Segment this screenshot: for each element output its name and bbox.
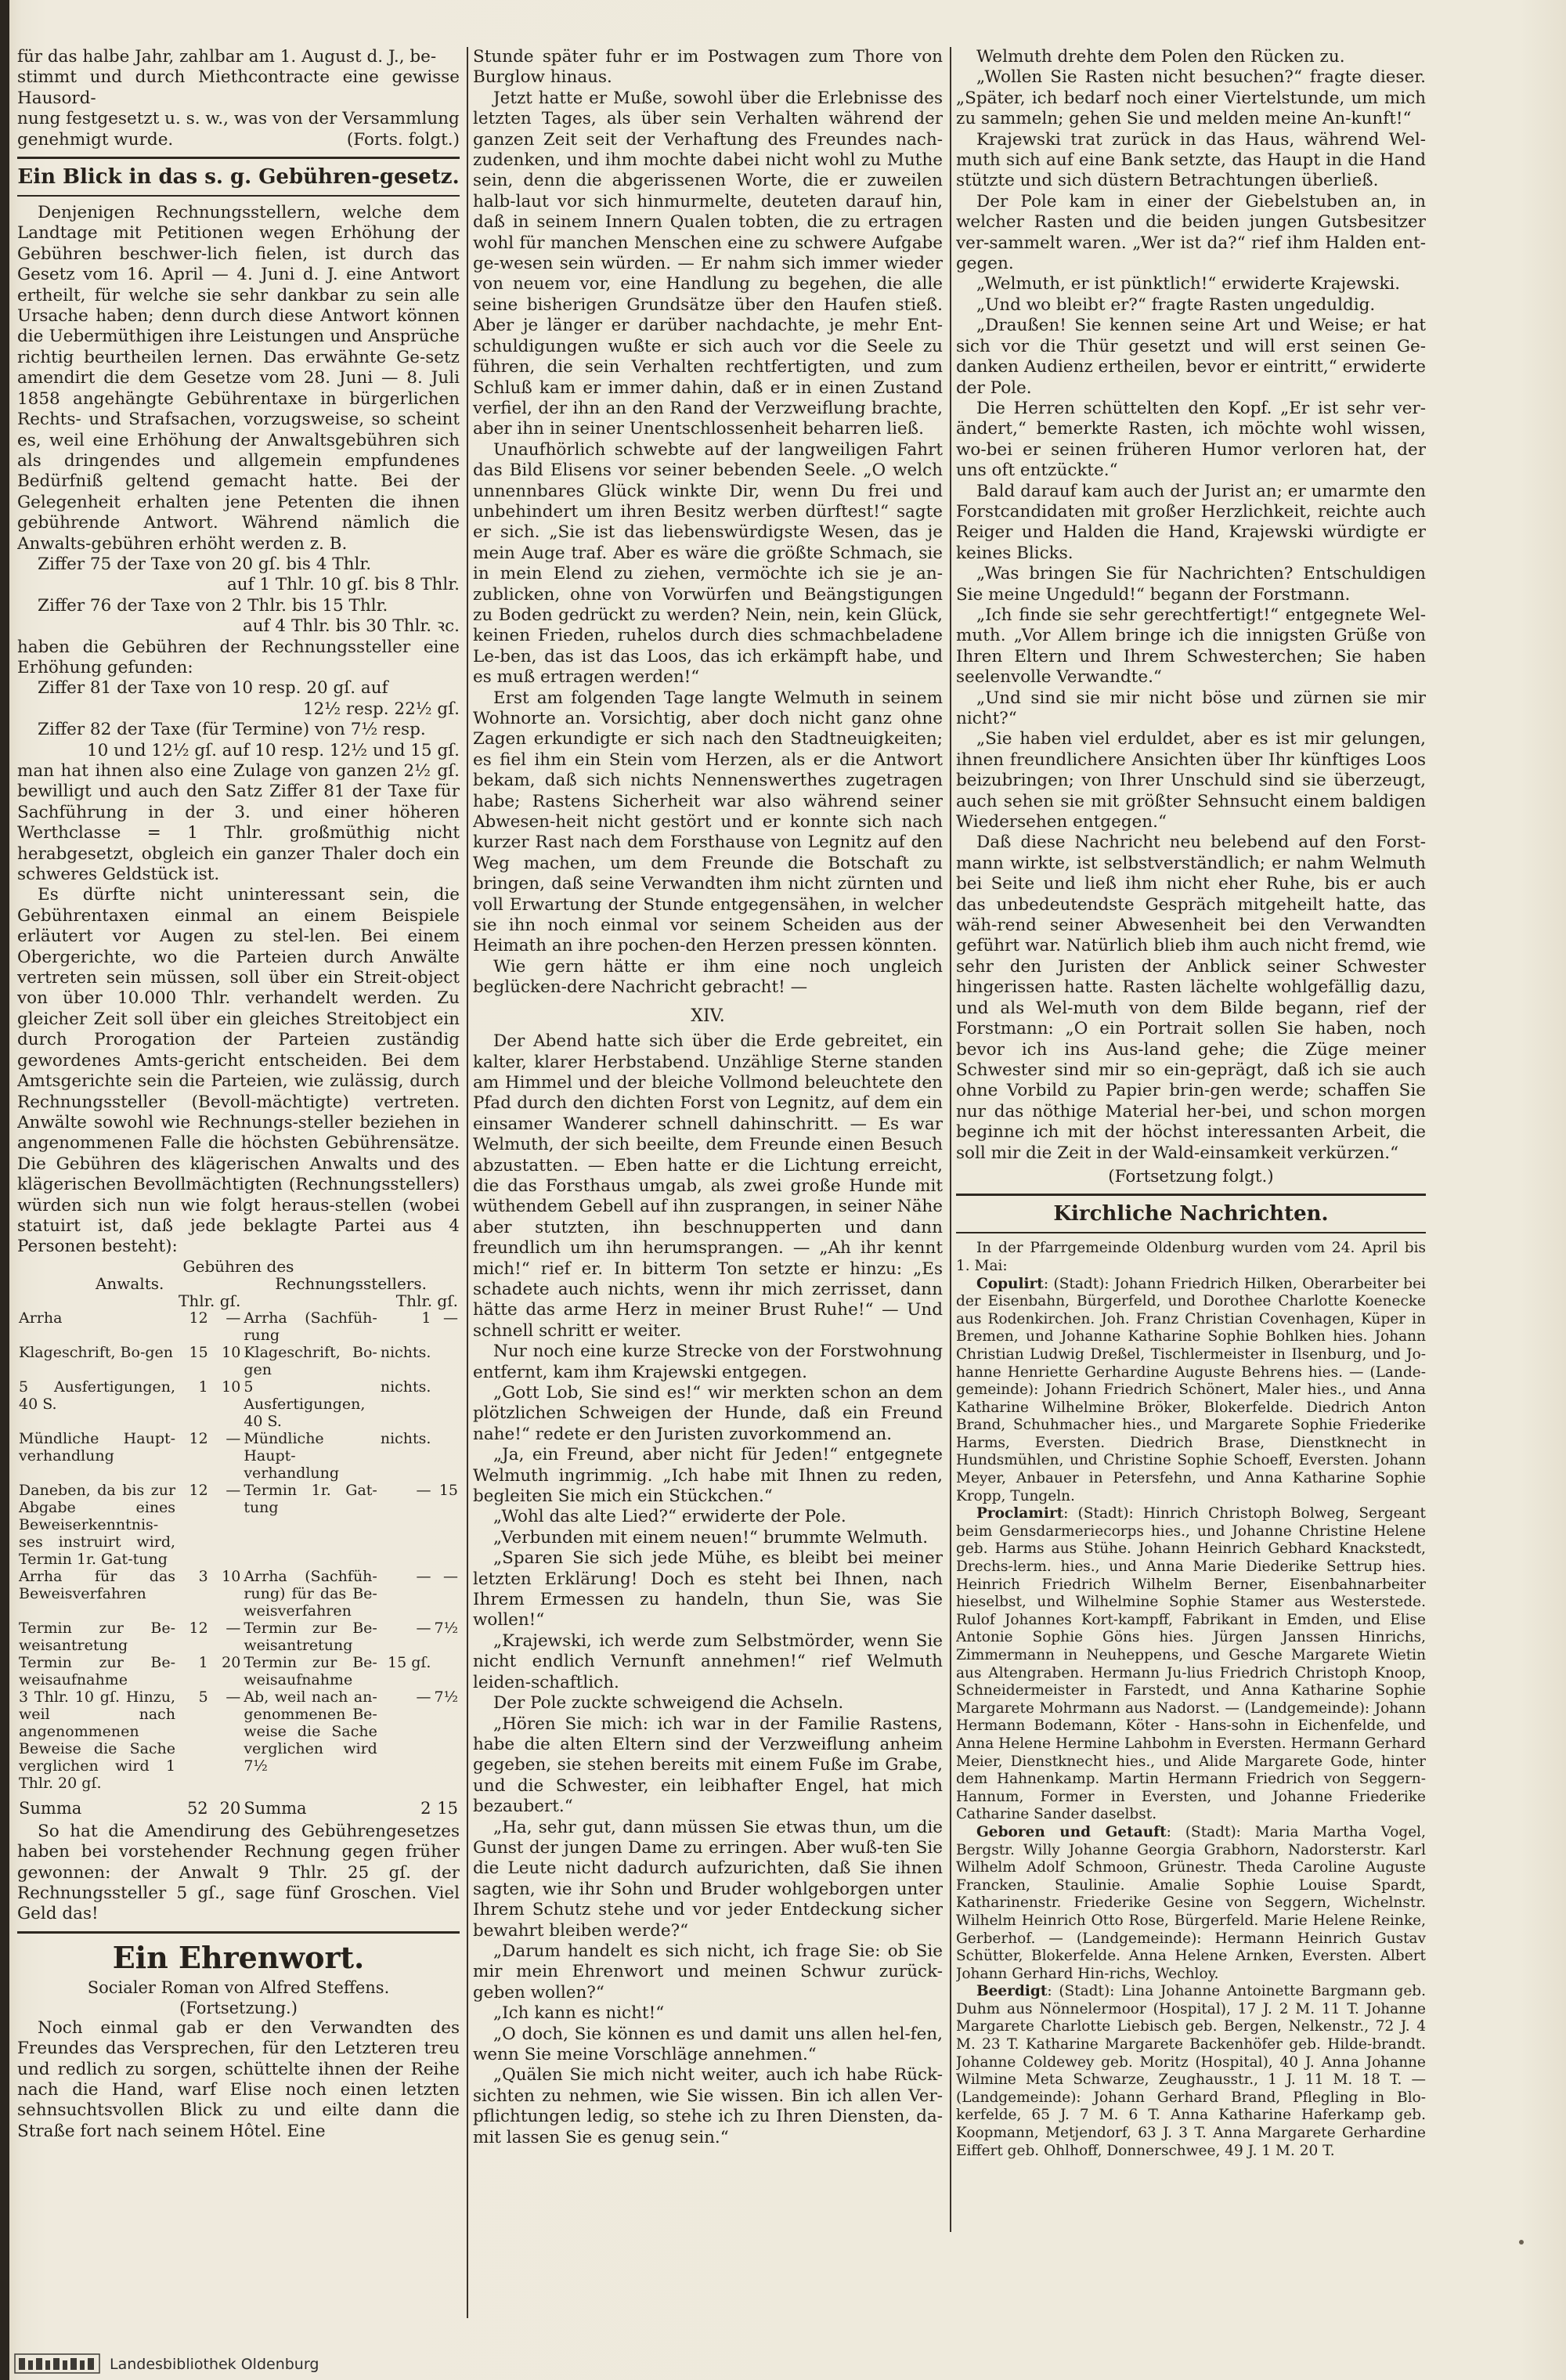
novel-paragraph: Jetzt hatte er Muße, sowohl über die Erlebnisse des letzten Tages, als über sein Verhalten während der ganzen Zeit seit der Verhaftung des Freundes nach-zudenken, und ihm mochte dabei nicht wohl zu Muthe sein, denn die abgerissenen Worte, die er zuweilen halb-laut vor sich hinmurmelte, deuteten darauf hin, daß in seinem Innern Qualen tobten, die zu ertragen wohl für manchen Menschen eine zu schwere Aufgabe ge-wesen sein würden. — Er nahm sich immer wieder von neuem vor, eine Handlung zu begehen, die alle seine bisherigen Grundsätze über den Haufen stieß. Aber je länger er darüber nachdachte, je mehr Ent-schuldigungen wußte er sich auch vor die Seele zu führen, die sein Verhalten rechtfertigten, und zum Schluß kam er immer dahin, daß er in einen Zustand verfiel, der ihn an den Rand der Verzweiflung brachte, aber ihn in seiner Unentschlossenheit beharren ließ.: [473, 88, 943, 439]
fees-left-item: 5 Ausfertigungen, 40 S.: [19, 1378, 176, 1413]
fees-left-thlr: 12: [189, 1481, 208, 1499]
copulirt-text: (Stadt): Johann Friedrich Hilken, Oberarbeiter bei der Eisenbahn, Bürgerfeld, und Dorothee Charlotte Koenecke aus Rodenkirchen. Joh. Franz Christian Covenhagen, Küper in Bremen, und Johanne Katharine Sophie Bohlken hies. Johann Christian Ludwig Dreßel, Tischlermeister in Ilsenburg, und Jo-hanne Henriette Gerhardine Auguste Behrens hies. — (Lande-gemeinde): Johann Friedrich Schönert, Maler hies., und Anna Katharine Wilhelmine Bröker, Blokerfelde. Diedrich Anton Brand, Schuhmacher hies., und Margarete Sophie Friederike Harms, Eversten. Diedrich Brase, Dienstknecht in Hundsmühlen, und Christine Sophie Schoeff, Eversten. Johann Meyer, Anbauer in Petersfehn, und Anna Katharine Sophie Kropp, Tungeln.: [956, 1275, 1426, 1504]
article-heading: Ein Blick in das s. g. Gebühren-gesetz.: [17, 165, 460, 190]
novel-paragraph: „Sie haben viel erduldet, aber es ist mir gelungen, ihnen freundlichere Ansichten über Ihr künftiges Loos beizubringen; von Ihrer Unschuld sind sie überzeugt, auch sehen sie mit größter Sehnsucht einem baldigen Wiedersehen entgegen.“: [956, 729, 1426, 832]
column-rule: [467, 47, 468, 2318]
fees-caption-row: [17, 1258, 460, 1275]
fees-sum-right-thlr: 2: [420, 1798, 431, 1818]
fees-right-gs: 7½: [434, 1619, 458, 1637]
fees-right-gs: —: [443, 1309, 458, 1327]
fees-row: [17, 1344, 460, 1378]
fees-left-item: 3 Thlr. 10 gſ. Hinzu, weil nach angenommenen Beweise die Sache verglichen wird 1 Thlr. 20 gſ.: [19, 1688, 176, 1792]
novel-paragraph: Unaufhörlich schwebte auf der langweiligen Fahrt das Bild Elisens vor seiner bebenden Seele. „O welch unnennbares Glück winkte Dir, wenn Du frei und unbehindert um ihren Besitz werben dürftest!“ sagte er sich. „Sie ist das liebenswürdigste Wesen, das je mein Auge traf. Aber es wäre die größte Schmach, sie in mein Elend zu ziehen, vermöchte ich sie je an-zublicken, ohne von Vorwürfen und Beängstigungen zu Boden gedrückt zu werden? Nein, nein, kein Glück, keinen Frieden, ruhelos durch dies schmachbeladene Le-ben, das ist das Loos, das ich erkämpft habe, und es muß ertragen werden!“: [473, 439, 943, 688]
fees-right-thlr: —: [416, 1619, 431, 1637]
novel-paragraph: „Draußen! Sie kennen seine Art und Weise; er hat sich vor die Thür gesetzt und will erst seinen Ge-danken Audienz ertheilen, bevor er eintritt,“ erwiderte der Pole.: [956, 316, 1426, 398]
binding-gutter: [0, 0, 9, 2380]
fees-table: [17, 1258, 460, 1817]
column-middle: [473, 47, 943, 2232]
novel-paragraph: „Wohl das alte Lied?“ erwiderte der Pole.: [493, 1507, 846, 1527]
section-rule: [17, 157, 460, 159]
fees-header-right: Rechnungsstellers.: [275, 1273, 427, 1293]
article-paragraph: So hat die Amendirung des Gebührengesetzes haben bei vorstehender Rechnung gegen früher gewonnen: der Anwalt 9 Thlr. 25 gſ. der Rechnungssteller 5 gſ., sage fünf Groschen. Viel Geld das!: [17, 1821, 460, 1924]
fees-sum-label-right: Summa: [244, 1798, 307, 1818]
novel-paragraph: „Sparen Sie sich jede Mühe, es bleibt bei meiner letzten Erklärung! Doch es steht bei Ihnen, nach Ihrem Ermessen zu handeln, thun Sie, was Sie wollen!“: [473, 1548, 943, 1631]
novel-paragraph: Welmuth drehte dem Polen den Rücken zu.: [976, 47, 1345, 67]
fees-left-gs: —: [226, 1688, 241, 1706]
novel-title: Ein Ehrenwort.: [112, 1939, 365, 1975]
section-rule: [17, 1931, 460, 1934]
tax-line: Ziffer 82 der Taxe (für Termine) von 7½ resp.: [38, 720, 426, 740]
novel-paragraph: Noch einmal gab er den Verwandten des Freundes das Versprechen, für den Letzteren treu und redlich zu sorgen, schüttelte ihnen der Reihe nach die Hand, warf Elise noch einen letzten sehnsuchtsvollen Blick zu und eilte dann die Straße fort nach seinem Hôtel. Eine: [17, 2017, 460, 2141]
continued-article: [17, 47, 460, 150]
fees-left-gs: 10: [222, 1378, 241, 1396]
fees-right-thlr: nichts.: [380, 1429, 431, 1447]
fees-right-item: Klageschrift, Bo-gen: [244, 1343, 377, 1378]
library-logo-icon: [14, 2353, 100, 2374]
novel-paragraph: „Ja, ein Freund, aber nicht für Jeden!“ entgegnete Welmuth ingrimmig. „Ich habe mit Ihnen zu reden, begleiten Sie mich ein Stückchen.“: [473, 1445, 943, 1507]
column-left: [17, 47, 460, 2380]
church-intro: In der Pfarrgemeinde Oldenburg wurden vom 24. April bis 1. Mai:: [956, 1240, 1426, 1274]
fees-left-thlr: 12: [189, 1619, 208, 1637]
novel-paragraph: Bald darauf kam auch der Jurist an; er umarmte den Forstcandidaten mit großer Herzlichkeit, reichte auch Reiger und Halden die Hand, Krajewski würdigte er keines Blicks.: [956, 481, 1426, 563]
fees-right-gs: 7½: [434, 1688, 458, 1706]
novel-paragraph: Der Pole kam in einer der Giebelstuben an, in welcher Rasten und die beiden jungen Gutsbesitzer ver-sammelt waren. „Wer ist da?“ rief ihm Halden ent-gegen.: [956, 191, 1426, 274]
novel-paragraph: Krajewski trat zurück in das Haus, während Wel-muth sich auf eine Bank setzte, das Haupt in die Hand stützte und sich düstern Betrachtungen überließ.: [956, 129, 1426, 191]
fees-left-thlr: 15: [189, 1343, 208, 1361]
chapter-number: XIV.: [691, 1006, 725, 1026]
novel-paragraph: „Gott Lob, Sie sind es!“ wir merkten schon an dem plötzlichen Schweigen der Hunde, daß ein Freund nahe!“ redete er den Juristen zuvorkommend an.: [473, 1383, 943, 1444]
fees-right-item: 5 Ausfertigungen, 40 S.: [244, 1378, 366, 1430]
church-beerdigt: Beerdigt: (Stadt): Lina Johanne Antoinette Bargmann geb. Duhm aus Nönnelermoor (Hospital), 17 J. 2 M. 11 T. Johanne Margarete Charlotte Liebisch geb. Bergen, Nelkenstr., 72 J. 4 M. 23 T. Katharine Margarete Backenhöfer geb. Hilde-brandt. Johanne Coldewey geb. Moritz (Hospital), 40 J. Anna Johanne Wilmine Meta Schwarze, Zeughausstr., 1 J. 11 M. 18 T. — (Landgemeinde): Johann Gerhard Brand, Pflegling in Blo-kerfelde, 65 J. 7 M. 6 T. Anna Katharine Haferkamp geb. Koopmann, Metjendorf, 63 J. 3 T. Anna Margarete Gerhardine Eiffert geb. Ohlhoff, Donnerschwee, 49 J. 1 M. 20 T.: [956, 1983, 1426, 2159]
novel-paragraph: „Ha, sehr gut, dann müssen Sie etwas thun, um die Gunst der jungen Dame zu erringen. Aber wuß-ten Sie die Leute nicht dadurch aufzurichten, daß Sie ihnen sagten, wie ihr Sohn und Bruder wohlgeborgen unter Ihrem Schutz stehe und vor jeder Entdeckung sicher bewahrt bleiben werde?“: [473, 1817, 943, 1941]
church-geboren: Geboren und Getauft: (Stadt): Maria Martha Vogel, Bergstr. Willy Johanne Georgia Grabhorn, Nadorsterstr. Karl Wilhelm Adolf Schmoon, Grünestr. Theda Caroline Auguste Francken, Staulinie. Amalie Sophie Louise Spardt, Katharinenstr. Friederike Gesine von Seggern, Wichelnstr. Wilhelm Heinrich Otto Rose, Bürgerfeld. Marie Helene Reinke, Gerberhof. — (Landgemeinde): Hermann Heinrich Gustav Schütter, Blokerfelde. Anna Helene Arnken, Eversten. Albert Johann Gerhard Hin-richs, Wechloy.: [956, 1823, 1426, 1982]
fees-sum-label: Summa: [19, 1798, 82, 1818]
fees-left-item: Daneben, da bis zur Abgabe eines Beweiserkenntnis-ses instruirt wird, Termin 1r. Gat-tung: [19, 1481, 176, 1568]
fees-row: [17, 1309, 460, 1344]
novel-paragraph: „O doch, Sie können es und damit uns allen hel-fen, wenn Sie meine Vorschläge annehmen.“: [473, 2024, 943, 2064]
novel-paragraph: Erst am folgenden Tage langte Welmuth in seinem Wohnorte an. Vorsichtig, aber doch nicht ganz ohne Zagen erkundigte er sich nach den Stadtneuigkeiten; es fiel ihm ein Stein vom Herzen, als er die Antwort bekam, daß sich nichts Nennenswerthes zugetragen habe; Rastens Sicherheit war also während seiner Abwesen-heit nicht gestört und er konnte sich nach kurzer Rast nach dem Forsthause von Legnitz auf den Weg machen, um dem Freunde die Botschaft zu bringen, daß seine Verwandten ihm nicht zürnten und voll Erwartung der Stunde entgegensähen, in welcher sie ihn noch einmal vor seinem Scheiden aus der Heimath an ihre pochen-den Herzen pressen könnten.: [473, 688, 943, 956]
article-paragraph: haben die Gebühren der Rechnungssteller eine Erhöhung gefunden:: [17, 637, 460, 677]
fees-right-thlr: 15 gſ.: [388, 1653, 431, 1671]
fees-left-gs: 10: [222, 1567, 241, 1585]
fees-left-thlr: 12: [189, 1429, 208, 1447]
novel-paragraph: Daß diese Nachricht neu belebend auf den Forst-mann wirkte, ist selbstverständlich; er nahm Welmuth bei Seite und ließ ihm nicht eher Ruhe, bis er auch das unbedeutendste Gespräch mitgeheilt hatte, das wäh-rend seiner Abwesenheit bei den Verwandten geführt war. Natürlich blieb ihm auch nicht fremd, wie sehr den Juristen der Anblick seiner Schwester hingerissen hatte. Rasten lächelte wohlgefällig dazu, und als Wel-muth von dem Bilde begann, rief der Forstmann: „O ein Portrait sollen Sie haben, noch bevor ich ins Aus-land gehe; die Züge meiner Schwester sind mir so ein-geprägt, daß ich sie auch ohne Vorbild zu Papier brin-gen werde; schaffen Sie nur das nöthige Material her-bei, und schon morgen beginne ich mit der höchst interessanten Arbeit, die soll mir die Zeit in der Wald-einsamkeit verkürzen.“: [956, 832, 1426, 1163]
fees-right-item: Termin zur Be-weisaufnahme: [244, 1653, 377, 1688]
fees-right-thlr: 1: [421, 1309, 431, 1327]
church-heading: Kirchliche Nachrichten.: [1053, 1202, 1329, 1226]
fees-left-item: Termin zur Be-weisantretung: [19, 1619, 176, 1654]
tax-line: 12½ resp. 22½ gſ.: [302, 699, 460, 719]
text-line: für das halbe Jahr, zahlbar am 1. August d. J., be-: [17, 47, 437, 67]
proclamirt-label: Proclamirt: [976, 1505, 1064, 1522]
fees-unit-row: [17, 1292, 460, 1309]
novel-paragraph: „Und sind sie mir nicht böse und zürnen sie mir nicht?“: [956, 688, 1426, 728]
novel-paragraph: „Verbunden mit einem neuen!“ brummte Welmuth.: [493, 1527, 929, 1548]
fees-header-row: [17, 1275, 460, 1292]
fees-left-item: Termin zur Be-weisaufnahme: [19, 1653, 176, 1688]
fees-right-gs: [432, 1654, 460, 1688]
fees-left-thlr: 1: [198, 1378, 208, 1396]
church-copulirt: Copulirt: (Stadt): Johann Friedrich Hilken, Oberarbeiter bei der Eisenbahn, Bürgerfeld, und Dorothee Charlotte Koenecke aus Rodenkirchen. Joh. Franz Christian Covenhagen, Küper in Bremen, und Johanne Katharine Sophie Bohlken hies. Johann Christian Ludwig Dreßel, Tischlermeister in Ilsenburg, und Jo-hanne Henriette Gerhardine Auguste Behrens hies. — (Lande-gemeinde): Johann Friedrich Schönert, Maler hies., und Anna Katharine Wilhelmine Bröker, Blokerfelde. Diedrich Anton Brand, Schuhmacher hies., und Margarete Sophie Friederike Harms, Eversten. Diedrich Brase, Dienstknecht in Hundsmühlen, und Christine Sophie Schoeff, Eversten. Johann Meyer, Anbauer in Petersfehn, und Anna Katharine Sophie Kropp, Tungeln.: [956, 1275, 1426, 1504]
fees-row: [17, 1688, 460, 1792]
novel-paragraph: „Und wo bleibt er?“ fragte Rasten ungeduldig.: [976, 294, 1376, 315]
fees-unit-left: Thlr. gſ.: [179, 1291, 241, 1310]
fees-left-gs: —: [226, 1619, 241, 1637]
fees-row: [17, 1482, 460, 1568]
fees-right-item: Arrha (Sachfüh-rung: [244, 1309, 377, 1344]
novel-paragraph: „Darum handelt es sich nicht, ich frage Sie: ob Sie mir mein Ehrenwort und meinen Schwur zurück-geben wollen?“: [473, 1941, 943, 2003]
beerdigt-label: Beerdigt: [976, 1983, 1048, 2000]
novel-subtitle: Socialer Roman von Alfred Steffens.: [87, 1977, 390, 1997]
column-rule: [950, 47, 951, 2232]
fees-left-item: Arrha: [19, 1309, 63, 1327]
text-line: nung festgesetzt u. s. w., was von der Versammlung: [17, 109, 460, 129]
fees-left-gs: —: [226, 1481, 241, 1499]
fees-right-gs: —: [443, 1567, 458, 1585]
fees-right-gs: 15: [438, 1481, 458, 1499]
fees-right-thlr: nichts.: [380, 1378, 431, 1396]
tax-line: auf 1 Thlr. 10 gſ. bis 8 Thlr.: [226, 575, 460, 595]
fees-right-thlr: nichts.: [380, 1343, 431, 1361]
heading-rule: [956, 1232, 1426, 1233]
fees-sum-right-gs: 15: [437, 1798, 458, 1818]
novel-continuation: (Fortsetzung.): [179, 1998, 298, 2017]
novel-paragraph: Der Pole zuckte schweigend die Achseln.: [493, 1693, 844, 1714]
fees-left-gs: 20: [222, 1653, 241, 1671]
fees-left-item: Klageschrift, Bo-gen: [19, 1343, 174, 1361]
fees-right-item: Ab, weil nach an-genommenen Be-weise die Sache verglichen wird 7½: [244, 1688, 377, 1775]
fees-right-gs: [432, 1430, 460, 1482]
continued-note: (Fortsetzung folgt.): [1108, 1166, 1274, 1186]
section-rule: [956, 1194, 1426, 1196]
fees-right-thlr: —: [416, 1481, 431, 1499]
fees-right-item: Mündliche Haupt-verhandlung: [244, 1429, 340, 1482]
fees-sum-row: [17, 1792, 460, 1817]
novel-paragraph: „Ich kann es nicht!“: [493, 2003, 665, 2024]
article-paragraph: Es dürfte nicht uninteressant sein, die Gebührentaxen einmal an einem Beispiele erläutert vor Augen zu stel-len. Bei einem Obergerichte, wo die Parteien durch Anwälte vertreten sein müssen, soll über ein Streit-object von über 10.000 Thlr. verhandelt werden. Zu gleicher Zeit soll über ein gleiches Streitobject ein durch Prorogation der Parteien zuständig gewordenes Amts-gericht entscheiden. Bei dem Amtsgerichte sein die Parteien, wie zulässig, durch Rechnungssteller (Bevoll-mächtigte) vertreten. Anwälte sowohl wie Rechnungs-steller beziehen in angenommenen Falle die höchsten Gebührensätze. Die Gebühren des klägerischen Anwalts und des klägerischen Bevollmächtigten (Rechnungsstellers) würden sich nun wie folgt heraus-stellen (wobei statuirt ist, daß jede beklagte Partei aus 4 Personen besteht):: [17, 885, 460, 1257]
fees-right-thlr: —: [416, 1567, 431, 1585]
article-paragraph: man hat ihnen also eine Zulage von ganzen 2½ gſ. bewilligt und auch den Satz Ziffer 81 der Taxe für Sachführung in der 3. und einer höheren Werthclasse = 1 Thlr. großmüthig nicht herabgesetzt, obgleich ein ganzer Thaler doch ein schweres Geldstück ist.: [17, 761, 460, 885]
continued-note: (Forts. folgt.): [346, 129, 460, 150]
fees-unit-spacer: [17, 1292, 177, 1309]
fees-left-gs: —: [226, 1309, 241, 1327]
library-name: Landesbibliothek Oldenburg: [110, 2356, 319, 2373]
print-mark: [1519, 2240, 1524, 2245]
fees-caption: Gebühren des: [182, 1256, 294, 1276]
text-line: stimmt und durch Miethcontracte eine gewisse Hausord-: [17, 67, 460, 108]
church-notices: [956, 1240, 1426, 2160]
novel-paragraph: „Ich finde sie sehr gerechtfertigt!“ entgegnete Wel-muth. „Vor Allem bringe ich die innigsten Grüße von Ihren Eltern und Ihrem Schwesterchen; Sie haben seelenvolle Verwandte.“: [956, 605, 1426, 688]
novel-paragraph: „Welmuth, er ist pünktlich!“ erwiderte Krajewski.: [976, 274, 1401, 294]
fees-left-thlr: 5: [198, 1688, 208, 1706]
tax-line: Ziffer 75 der Taxe von 20 gſ. bis 4 Thlr.: [38, 554, 372, 574]
fees-left-item: Mündliche Haupt-verhandlung: [19, 1429, 176, 1464]
novel-paragraph: „Was bringen Sie für Nachrichten? Entschuldigen Sie meine Ungeduld!“ begann der Forstmann.: [956, 564, 1426, 605]
novel-paragraph: Stunde später fuhr er im Postwagen zum Thore von Burglow hinaus.: [473, 47, 943, 88]
copulirt-label: Copulirt: [976, 1275, 1044, 1292]
novel-paragraph: „Wollen Sie Rasten nicht besuchen?“ fragte dieser. „Später, ich bedarf noch einer Viertelstunde, um mich zu sammeln; gehen Sie und melden meine An-kunft!“: [956, 67, 1426, 129]
fees-left-gs: —: [226, 1429, 241, 1447]
fees-left-thlr: 3: [198, 1567, 208, 1585]
fees-right-item: Arrha (Sachfüh-rung) für das Be-weisverfahren: [244, 1567, 377, 1620]
novel-paragraph: „Krajewski, ich werde zum Selbstmörder, wenn Sie nicht endlich Vernunft annehmen!“ rief Welmuth leiden-schaftlich.: [473, 1631, 943, 1692]
novel-paragraph: Nur noch eine kurze Strecke von der Forstwohnung entfernt, kam ihm Krajewski entgegen.: [473, 1342, 943, 1382]
novel-paragraph: Der Abend hatte sich über die Erde gebreitet, ein kalter, klarer Herbstabend. Unzählige Sterne standen am Himmel und der bleiche Vollmond beleuchtete den Pfad durch den dichten Forst von Legnitz, auf dem ein einsamer Wanderer schnell dahinschritt. — Es war Welmuth, der sich beeilte, dem Freunde einen Besuch abzustatten. — Eben hatte er die Lichtung erreicht, die das Forsthaus umgab, als zwei große Hunde mit wüthendem Gebell auf ihn zusprangen, in seiner Nähe aber stutzten, ihn beschnupperten und dann freundlich um ihn herumsprangen. — „Ah ihr kennt mich!“ rief er. In bitterm Ton setzte er hinzu: „Es schadete auch nichts, wenn ihr mich zerrisset, dann hätte das arme Herz in meiner Brust Ruhe!“ — Und schnell schritt er weiter.: [473, 1031, 943, 1341]
fees-sum-left-thlr: 52: [186, 1798, 208, 1818]
geboren-label: Geboren und Getauft: [976, 1823, 1167, 1840]
fees-row: [17, 1620, 460, 1654]
fees-unit-spacer: [242, 1292, 379, 1309]
fees-left-thlr: 1: [198, 1653, 208, 1671]
fees-header-left: Anwalts.: [95, 1273, 164, 1293]
column-right: [956, 47, 1426, 2232]
fees-rows: [17, 1309, 460, 1792]
fees-right-gs: [432, 1378, 460, 1430]
heading-rule: [17, 195, 460, 197]
fees-right-gs: [432, 1344, 460, 1378]
tax-line: Ziffer 81 der Taxe von 10 resp. 20 gſ. auf: [38, 678, 388, 699]
fees-row: [17, 1568, 460, 1620]
article-paragraph: Denjenigen Rechnungsstellern, welche dem Landtage mit Petitionen wegen Erhöhung der Gebühren beschwer-lich fielen, ist durch das Gesetz vom 16. April — 4. Juni d. J. eine Antwort ertheilt, für welche sie sehr dankbar zu sein alle Ursache haben; denn durch diese Antwort können die Uebermüthigen ihre Leistungen und Ansprüche richtig beurtheilen lernen. Das erwähnte Ge-setz amendirt die dem Gesetze vom 28. Juni — 8. Juli 1858 angehängte Gebührentaxe in bürgerlichen Rechts- und Strafsachen, vorzugsweise, so scheint es, weil eine Erhöhung der Anwaltsgebühren sich als dringendes und allgemein empfundenes Bedürfniß geltend gemacht hatte. Bei der Gelegenheit erhalten jene Petenten die ihnen gebührende Antwort. Während nämlich die Anwalts-gebühren erhöht werden z. B.: [17, 203, 460, 554]
fees-unit-right: Thlr. gſ.: [395, 1291, 458, 1310]
text-line: [17, 130, 460, 150]
fees-right-item: Termin zur Be-weisantretung: [244, 1619, 377, 1654]
fees-right-thlr: —: [416, 1688, 431, 1706]
fees-right-item: Termin 1r. Gat-tung: [244, 1481, 377, 1516]
novel-paragraph: „Hören Sie mich: ich war in der Familie Rastens, habe die alten Eltern sind der Verzweiflung anheim gegeben, sie stehen bereits mit einem Fuße im Grabe, und die Schwester, ein leibhafter Engel, hat mich bezaubert.“: [473, 1714, 943, 1817]
fees-row: [17, 1378, 460, 1430]
fees-left-thlr: 12: [189, 1309, 208, 1327]
novel-paragraph: Wie gern hätte er ihm eine noch ungleich beglücken-dere Nachricht gebracht! —: [473, 956, 943, 998]
fees-row: [17, 1654, 460, 1688]
fees-sum-left-gs: 20: [219, 1798, 241, 1818]
tax-line: Ziffer 76 der Taxe von 2 Thlr. bis 15 Thlr.: [38, 595, 388, 616]
novel-paragraph: „Quälen Sie mich nicht weiter, auch ich habe Rück-sichten zu nehmen, wie Sie wissen. Bin ich allen Ver-pflichtungen ledig, so stehe ich zu Ihren Diensten, da-mit lassen Sie es genug sein.“: [473, 2065, 943, 2147]
fees-row: [17, 1430, 460, 1482]
beerdigt-text: (Stadt): Lina Johanne Antoinette Bargmann geb. Duhm aus Nönnelermoor (Hospital), 17 J. 2 M. 11 T. Johanne Margarete Charlotte Liebisch geb. Bergen, Nelkenstr., 72 J. 4 M. 23 T. Katharine Margarete Backenhöfer geb. Hilde-brandt. Johanne Coldewey geb. Moritz (Hospital), 40 J. Anna Johanne Wilmine Meta Schwarze, Zeughausstr., 1 J. 11 M. 18 T. — (Landgemeinde): Johann Gerhard Brand, Pflegling in Blo-kerfelde, 65 J. 7 M. 6 T. Anna Katharine Haferkamp geb. Koopmann, Metjendorf, 63 J. 3 T. Anna Margarete Gerhardine Eiffert geb. Ohlhoff, Donnerschwee, 49 J. 1 M. 20 T.: [956, 1983, 1426, 2159]
text-line-end: genehmigt wurde.: [17, 129, 174, 150]
fees-left-item: Arrha für das Beweisverfahren: [19, 1567, 176, 1602]
novel-paragraph: Die Herren schüttelten den Kopf. „Er ist sehr ver-ändert,“ bemerkte Rasten, ich möchte wohl wissen, wo-bei er seinen früheren Humor verloren hat, der uns oft entzückte.“: [956, 398, 1426, 481]
proclamirt-text: (Stadt): Hinrich Christoph Bolweg, Sergeant beim Gensdarmeriecorps hies., und Johanne Christine Helene geb. Harms aus Stühe. Johann Heinrich Gebhard Knackstedt, Drechs-lerm. hies., und Anna Marie Diederike Settrup hies. Heinrich Friedrich Wilhelm Berner, Eisenbahnarbeiter hieselbst, und Wilhelmine Sophie Stamer aus Westerstede. Rulof Johannes Kort-kampff, Fabrikant in Emden, und Elise Antonie Sophie Göns hies. Jürgen Janssen Hinrichs, Zimmermann in Neuheppens, und Gesche Margarete Wietin aus Altengraben. Hermann Ju-lius Friedrich Christoph Knoop, Schneidermeister in Farstedt, und Anna Katharine Sophie Margarete Mohrmann aus Nadorst. — (Landgemeinde): Johann Hermann Bodemann, Köter - Hans-sohn in Eichenfelde, und Anna Helene Hermine Lahbohm in Eversten. Hermann Gerhard Meier, Dienstknecht hies., und Alide Margarete Gode, hinter dem Hahnenkamp. Martin Hermann Friedrich von Seggern-Hannum, Former in Eversten, und Johanne Friederike Catharine Sander daselbst.: [956, 1505, 1426, 1823]
tax-line: 10 und 12½ gſ. auf 10 resp. 12½ und 15 gſ.: [86, 740, 460, 760]
church-proclamirt: Proclamirt: (Stadt): Hinrich Christoph Bolweg, Sergeant beim Gensdarmeriecorps hies., und Johanne Christine Helene geb. Harms aus Stühe. Johann Heinrich Gebhard Knackstedt, Drechs-lerm. hies., und Anna Marie Diederike Settrup hies. Heinrich Friedrich Wilhelm Berner, Eisenbahnarbeiter hieselbst, und Wilhelmine Sophie Stamer aus Westerstede. Rulof Johannes Kort-kampff, Fabrikant in Emden, und Elise Antonie Sophie Göns hies. Jürgen Janssen Hinrichs, Zimmermann in Neuheppens, und Gesche Margarete Wietin aus Altengraben. Hermann Ju-lius Friedrich Christoph Knoop, Schneidermeister in Farstedt, und Anna Katharine Sophie Margarete Mohrmann aus Nadorst. — (Landgemeinde): Johann Hermann Bodemann, Köter - Hans-sohn in Eichenfelde, und Anna Helene Hermine Lahbohm in Eversten. Hermann Gerhard Meier, Dienstknecht hies., und Alide Margarete Gode, hinter dem Hahnenkamp. Martin Hermann Friedrich von Seggern-Hannum, Former in Eversten, und Johanne Friederike Catharine Sander daselbst.: [956, 1505, 1426, 1823]
geboren-text: (Stadt): Maria Martha Vogel, Bergstr. Willy Johanne Georgia Grabhorn, Nadorsterstr. Karl Wilhelm Adolf Schmoon, Grünestr. Theda Caroline Auguste Francken, Staulinie. Amalie Sophie Louise Spardt, Katharinenstr. Friederike Gesine von Seggern, Wichelnstr. Wilhelm Heinrich Otto Rose, Bürgerfeld. Marie Helene Reinke, Gerberhof. — (Landgemeinde): Hermann Heinrich Gustav Schütter, Blokerfelde. Anna Helene Arnken, Eversten. Albert Johann Gerhard Hin-richs, Wechloy.: [956, 1823, 1426, 1982]
fees-left-gs: 10: [222, 1343, 241, 1361]
tax-line: auf 4 Thlr. bis 30 Thlr. ꝛc.: [242, 616, 460, 637]
